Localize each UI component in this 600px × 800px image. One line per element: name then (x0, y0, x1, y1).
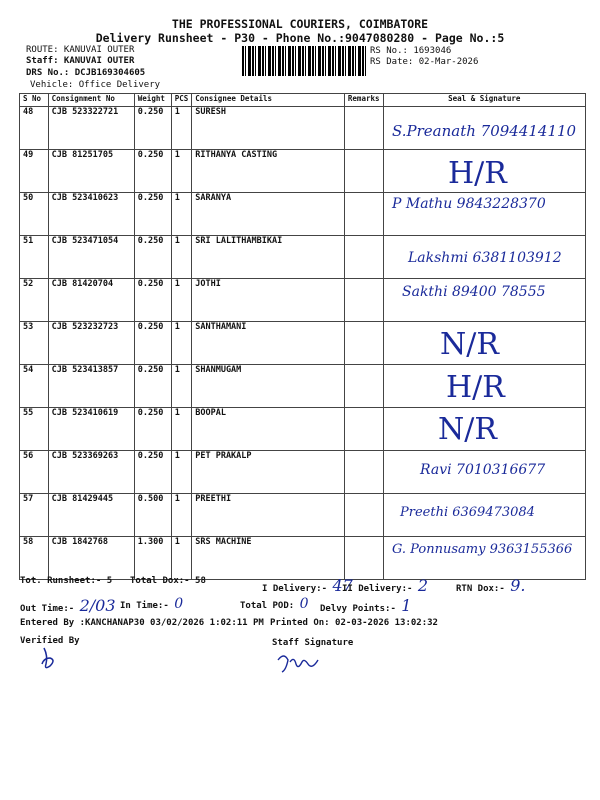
signature-row-57: Preethi 6369473084 (400, 505, 535, 520)
verified-by-label: Verified By (20, 636, 80, 646)
staff-label: Staff: KANUVAI OUTER (26, 56, 135, 66)
row-pcs: 1 (171, 150, 192, 193)
row-consignment: CJB 523471054 (48, 236, 134, 279)
row-remarks (344, 494, 383, 537)
row-pcs: 1 (171, 408, 192, 451)
signature-row-49: H/R (448, 156, 507, 191)
row-weight: 0.250 (134, 279, 171, 322)
row-consignment: CJB 81420704 (48, 279, 134, 322)
row-weight: 0.250 (134, 408, 171, 451)
company-title: THE PROFESSIONAL COURIERS, COIMBATORE (171, 17, 429, 31)
row-consignee: RITHANYA CASTING (192, 150, 345, 193)
row-consignment: CJB 81429445 (48, 494, 134, 537)
table-row (20, 408, 586, 451)
rtn-dox-value: 9. (510, 576, 526, 595)
signature-row-55: N/R (438, 412, 497, 447)
row-remarks (344, 279, 383, 322)
col-consignment: Consignment No (48, 94, 134, 107)
row-remarks (344, 150, 383, 193)
row-consignee: SURESH (192, 107, 345, 150)
total-pod-value: 0 (299, 596, 309, 612)
signature-row-51: Lakshmi 6381103912 (408, 250, 562, 266)
total-pod (240, 596, 309, 612)
col-consignee: Consignee Details (192, 94, 345, 107)
ii-delivery (342, 576, 428, 595)
row-consignee: SANTHAMANI (192, 322, 345, 365)
rs-date: RS Date: 02-Mar-2026 (370, 57, 479, 67)
row-remarks (344, 365, 383, 408)
row-pcs: 1 (171, 107, 192, 150)
row-remarks (344, 322, 383, 365)
row-pcs: 1 (171, 494, 192, 537)
out-time (20, 596, 116, 615)
signature-row-56: Ravi 7010316677 (420, 462, 546, 478)
row-remarks (344, 236, 383, 279)
row-pcs: 1 (171, 365, 192, 408)
vehicle-label: Vehicle: Office Delivery (30, 80, 161, 90)
row-consignment: CJB 523322721 (48, 107, 134, 150)
in-time (120, 596, 183, 612)
signature-row-54: H/R (446, 370, 505, 405)
staff-signature (274, 650, 324, 676)
row-remarks (344, 193, 383, 236)
ii-delivery-label: II Delivery:- (342, 584, 413, 594)
row-weight: 0.250 (134, 150, 171, 193)
signature-row-53: N/R (440, 327, 499, 362)
row-consignee: PREETHI (192, 494, 345, 537)
drs-number: DRS No.: DCJB169304605 (26, 68, 146, 78)
out-time-value: 2/03 (79, 596, 116, 615)
row-weight: 0.250 (134, 451, 171, 494)
row-consignee: PET PRAKALP (192, 451, 345, 494)
col-remarks: Remarks (344, 94, 383, 107)
runsheet-subtitle: Delivery Runsheet - P30 - Phone No.:9047080280 - Page No.:5 (95, 31, 505, 45)
signature-row-50: P Mathu 9843228370 (392, 196, 546, 212)
row-sno: 51 (20, 236, 49, 279)
row-consignee: SRI LALITHAMBIKAI (192, 236, 345, 279)
tot-runsheet: Tot. Runsheet:- 5 (20, 576, 113, 586)
row-consignment: CJB 523369263 (48, 451, 134, 494)
col-pcs: PCS (171, 94, 192, 107)
row-sno: 48 (20, 107, 49, 150)
row-pcs: 1 (171, 322, 192, 365)
rtn-dox-label: RTN Dox:- (456, 584, 505, 594)
row-sno: 50 (20, 193, 49, 236)
delvy-points-value: 1 (401, 596, 412, 615)
row-pcs: 1 (171, 537, 192, 580)
row-sno: 57 (20, 494, 49, 537)
row-sno: 58 (20, 537, 49, 580)
row-consignee: SHANMUGAM (192, 365, 345, 408)
delvy-points (320, 596, 411, 615)
col-seal-signature: Seal & Signature (383, 94, 585, 107)
row-sno: 52 (20, 279, 49, 322)
row-consignment: CJB 523410619 (48, 408, 134, 451)
i-delivery-label: I Delivery:- (262, 584, 328, 594)
signature-row-58: G. Ponnusamy 9363155366 (392, 542, 573, 557)
row-consignee: SARANYA (192, 193, 345, 236)
delvy-points-label: Delvy Points:- (320, 604, 396, 614)
row-sno: 56 (20, 451, 49, 494)
row-pcs: 1 (171, 193, 192, 236)
row-pcs: 1 (171, 236, 192, 279)
row-consignment: CJB 523413857 (48, 365, 134, 408)
row-weight: 0.250 (134, 236, 171, 279)
row-consignment: CJB 1842768 (48, 537, 134, 580)
ii-delivery-value: 2 (417, 576, 429, 595)
route-label: ROUTE: KANUVAI OUTER (26, 45, 135, 55)
row-pcs: 1 (171, 451, 192, 494)
rtn-dox (456, 576, 525, 595)
row-weight: 0.250 (134, 107, 171, 150)
rs-number: RS No.: 1693046 (370, 46, 452, 56)
col-weight: Weight (134, 94, 171, 107)
entered-by: Entered By :KANCHANAP30 03/02/2026 1:02:11 PM (20, 618, 264, 628)
signature-row-52: Sakthi 89400 78555 (402, 284, 546, 300)
row-consignee: JOTHI (192, 279, 345, 322)
row-weight: 0.250 (134, 365, 171, 408)
row-sno: 49 (20, 150, 49, 193)
row-remarks (344, 451, 383, 494)
i-delivery (262, 576, 353, 595)
signature-row-48: S.Preanath 7094414110 (392, 122, 577, 140)
row-weight: 0.500 (134, 494, 171, 537)
out-time-label: Out Time:- (20, 604, 75, 614)
in-time-value: 0 (174, 596, 184, 612)
row-weight: 0.250 (134, 322, 171, 365)
printed-on: Printed On: 02-03-2026 13:02:32 (270, 618, 438, 628)
total-pod-label: Total POD: (240, 601, 295, 611)
row-sno: 54 (20, 365, 49, 408)
barcode (242, 46, 366, 76)
row-consignee: SRS MACHINE (192, 537, 345, 580)
row-weight: 1.300 (134, 537, 171, 580)
row-consignee: BOOPAL (192, 408, 345, 451)
row-consignment: CJB 523232723 (48, 322, 134, 365)
table-header-row (20, 94, 586, 107)
row-remarks (344, 408, 383, 451)
row-remarks (344, 107, 383, 150)
table-row (20, 322, 586, 365)
row-remarks (344, 537, 383, 580)
row-consignment: CJB 523410623 (48, 193, 134, 236)
row-sno: 55 (20, 408, 49, 451)
i-delivery-value: 47 (332, 576, 353, 595)
row-weight: 0.250 (134, 193, 171, 236)
col-sno: S No (20, 94, 49, 107)
verified-by-signature (38, 644, 62, 672)
row-sno: 53 (20, 322, 49, 365)
in-time-label: In Time:- (120, 601, 169, 611)
row-pcs: 1 (171, 279, 192, 322)
row-consignment: CJB 81251705 (48, 150, 134, 193)
total-dox: Total Dox:- 58 (130, 576, 206, 586)
staff-signature-label: Staff Signature (272, 638, 354, 648)
